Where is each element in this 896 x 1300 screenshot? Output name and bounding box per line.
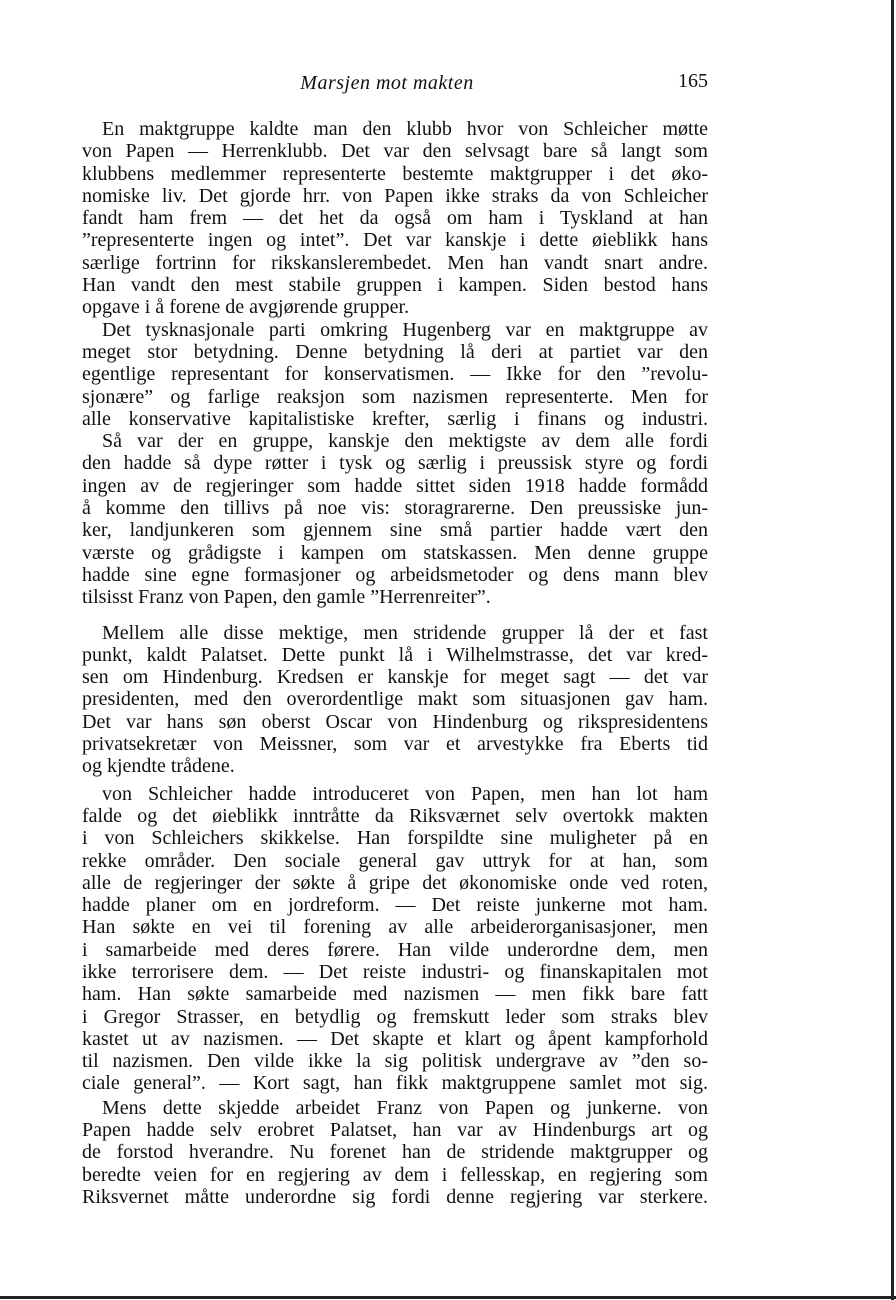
page-number: 165 (678, 70, 708, 92)
text-line: de forstod hverandre. Nu forenet han de stridende maktgrupper og (82, 1141, 708, 1164)
text-line: hadde sine egne formasjoner og arbeidsmetoder og dens mann blev (82, 563, 708, 586)
text-line: i von Schleichers skikkelse. Han forspildte sine muligheter på en (82, 827, 708, 850)
text-line: kastet ut av nazismen. — Det skapte et klart og åpent kampforhold (82, 1027, 708, 1050)
text-line: sen om Hindenburg. Kredsen er kanskje for meget sagt — det var (82, 666, 708, 689)
text-line: opgave i å forene de avgjørende grupper. (82, 296, 410, 319)
text-line: beredte veien for en regjering av dem i fellesskap, en regjering som (82, 1163, 708, 1186)
text-line: Han vandt den mest stabile gruppen i kampen. Siden bestod hans (82, 274, 708, 297)
running-head (82, 70, 708, 98)
text-line: privatsekretær von Meissner, som var et arvestykke fra Eberts tid (82, 733, 708, 756)
text-line: hadde planer om en jordreform. — Det reiste junkerne mot ham. (82, 894, 708, 917)
text-line: presidenten, med den overordentlige makt som situasjonen gav ham. (82, 688, 708, 711)
text-line: å komme den tillivs på noe vis: storagrarerne. Den preussiske jun- (82, 497, 708, 520)
text-line: ingen av de regjeringer som hadde sittet siden 1918 hadde formådd (82, 474, 708, 497)
page-edge-bottom (0, 1296, 896, 1299)
text-line: i Gregor Strasser, en betydlig og fremskutt leder som straks blev (82, 1005, 708, 1028)
text-line: den hadde så dype røtter i tysk og særlig i preussisk styre og fordi (82, 452, 708, 475)
text-line: Det tysknasjonale parti omkring Hugenberg var en maktgruppe av (102, 318, 708, 341)
paragraph (82, 430, 708, 608)
text-line: i samarbeide med deres førere. Han vilde underordne dem, men (82, 938, 708, 961)
paragraph (82, 118, 708, 319)
text-line: Så var der en gruppe, kanskje den mektigste av dem alle fordi (102, 430, 708, 453)
text-line: Mellem alle disse mektige, men stridende grupper lå der et fast (102, 621, 708, 644)
text-line: alle konservative kapitalistiske krefter, særlig i finans og industri. (82, 407, 708, 430)
text-line: Det var hans søn oberst Oscar von Hindenburg og rikspresidentens (82, 710, 708, 733)
text-line: von Schleicher hadde introduceret von Papen, men han lot ham (102, 782, 708, 805)
text-line: ham. Han søkte samarbeide med nazismen — men fikk bare fatt (82, 983, 708, 1006)
body-text (82, 118, 708, 1208)
text-line: rekke områder. Den sociale general gav uttryk for at han, som (82, 849, 708, 872)
text-line: von Papen — Herrenklubb. Det var den selvsagt bare så langt som (82, 140, 708, 163)
paragraph (82, 783, 708, 1095)
text-line: klubbens medlemmer representerte bestemte maktgrupper i det øko- (82, 162, 708, 185)
paragraph (82, 1097, 708, 1208)
paragraph (82, 319, 708, 430)
text-line: til nazismen. Den vilde ikke la sig politisk undergrave av ”den so- (82, 1050, 708, 1073)
page-edge-right (891, 0, 894, 1300)
text-line: nomiske liv. Det gjorde hrr. von Papen ikke straks da von Schleicher (82, 184, 708, 207)
text-line: egentlige representant for konservatismen. — Ikke for den ”revolu- (82, 363, 708, 386)
text-line: fandt ham frem — det het da også om ham i Tyskland at han (82, 207, 708, 230)
text-line: ciale general”. — Kort sagt, han fikk maktgruppene samlet mot sig. (82, 1072, 708, 1095)
text-line: særlige fortrinn for rikskanslerembedet. Men han vandt snart andre. (82, 251, 708, 274)
paragraph (82, 622, 708, 778)
text-line: meget stor betydning. Denne betydning lå deri at partiet var den (82, 340, 708, 363)
text-line: værste og grådigste i kampen om statskassen. Men denne gruppe (82, 541, 708, 564)
text-line: ikke terrorisere dem. — Det reiste industri- og finanskapitalen mot (82, 960, 708, 983)
text-line: Riksvernet måtte underordne sig fordi denne regjering var sterkere. (82, 1185, 708, 1208)
text-line: Han søkte en vei til forening av alle arbeiderorganisasjoner, men (82, 916, 708, 939)
text-line: ”representerte ingen og intet”. Det var kanskje i dette øieblikk hans (82, 229, 708, 252)
text-line: punkt, kaldt Palatset. Dette punkt lå i Wilhelmstrasse, det var kred- (82, 643, 708, 666)
text-line: falde og det øieblikk inntråtte da Riksværnet selv overtokk makten (82, 804, 708, 827)
text-line: ker, landjunkeren som gjennem sine små partier hadde vært den (82, 519, 708, 542)
text-line: En maktgruppe kaldte man den klubb hvor von Schleicher møtte (102, 118, 708, 140)
text-line: tilsisst Franz von Papen, den gamle ”Herrenreiter”. (82, 586, 491, 609)
text-line: og kjendte trådene. (82, 755, 235, 778)
text-line: alle de regjeringer der søkte å gripe det økonomiske onde ved roten, (82, 871, 708, 894)
text-line: sjonære” og farlige reaksjon som nazismen representerte. Men for (82, 385, 708, 408)
text-line: Papen hadde selv erobret Palatset, han var av Hindenburgs art og (82, 1119, 708, 1142)
chapter-title: Marsjen mot makten (300, 72, 474, 94)
text-line: Mens dette skjedde arbeidet Franz von Papen og junkerne. von (102, 1096, 708, 1119)
